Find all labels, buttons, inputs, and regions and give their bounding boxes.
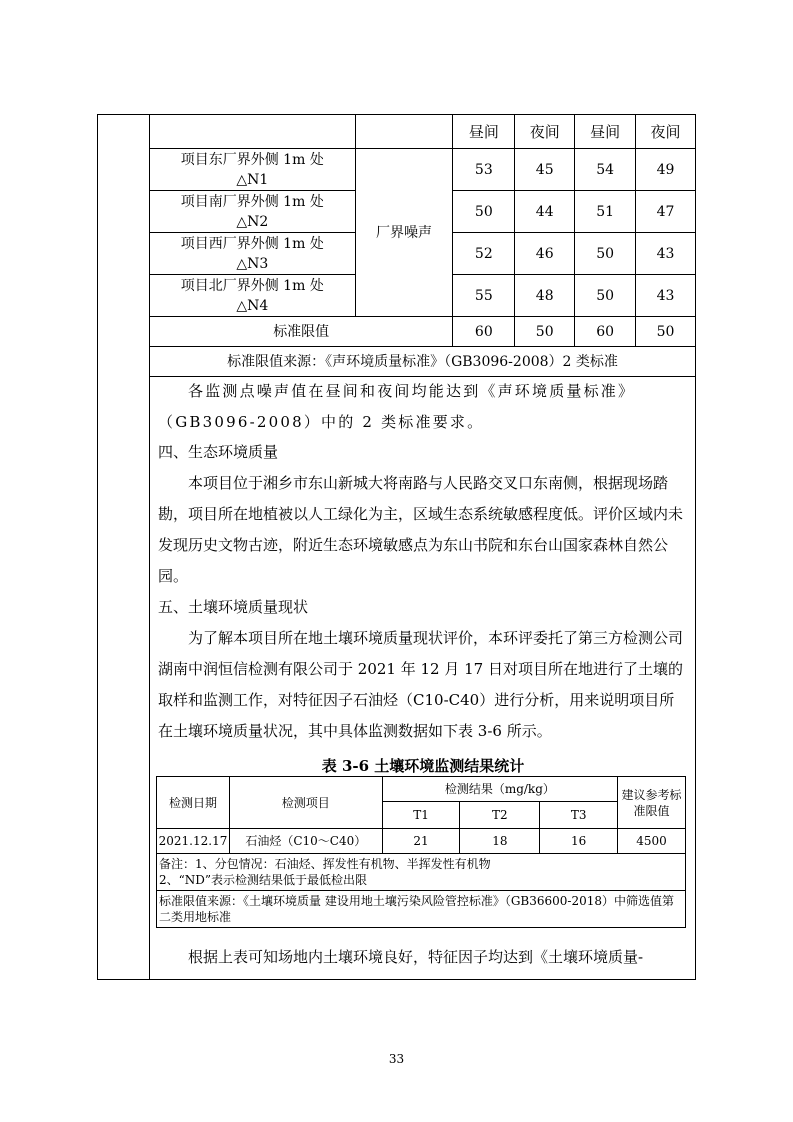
value-cell: 43 (636, 275, 696, 317)
noise-conclusion: 各监测点噪声值在昼间和夜间均能达到《声环境质量标准》（GB3096-2008）中的 2 类标准要求。 (158, 382, 636, 431)
standard-source: 标准限值来源：《土壤环境质量 建设用地土壤污染风险管控标准》（GB36600-2018）中筛选值第二类用地标准 (157, 891, 686, 928)
col-t1: T1 (382, 802, 460, 829)
location-cell (150, 191, 356, 233)
col-date: 检测日期 (157, 777, 230, 829)
location-code: △N3 (236, 255, 269, 272)
table-caption: 表 3-6 土壤环境监测结果统计 (321, 757, 525, 775)
col-t3: T3 (540, 802, 618, 829)
limit-cell: 4500 (618, 829, 686, 854)
location-line: 项目西厂界外侧 1m 处 (180, 235, 324, 252)
value-cell: 47 (636, 191, 696, 233)
header-night-2: 夜间 (636, 115, 696, 149)
note-row (157, 854, 686, 891)
header-day-2: 昼间 (575, 115, 636, 149)
section-paragraph: 本项目位于湘乡市东山新城大将南路与人民路交叉口东南侧，根据现场踏勘，项目所在地植被以人工绿化为主，区域生态系统敏感程度低。评价区域内未发现历史文物古迹，附近生态环境敏感点为东山书院和东台山国家森林自然公园。 (158, 474, 684, 585)
location-cell (150, 275, 356, 317)
table-header-row (150, 115, 696, 149)
table-row (150, 149, 696, 191)
value-cell: 52 (453, 233, 515, 275)
section-paragraph: 为了解本项目所在地土壤环境质量现状评价，本环评委托了第三方检测公司湖南中润恒信检测有限公司于 2021 年 12 月 17 日对项目所在地进行了土壤的取样和监测工作，对特征因子石油烃（C10-C40）进行分析，用来说明项目所在土壤环境质量状况，其中具体监测数据如下表 3-6 所示。 (158, 629, 684, 740)
value-cell: 16 (540, 829, 618, 854)
header-day-1: 昼间 (453, 115, 515, 149)
location-code: △N2 (236, 213, 269, 230)
location-cell (150, 149, 356, 191)
location-line: 项目东厂界外侧 1m 处 (180, 151, 324, 168)
value-cell: 48 (515, 275, 575, 317)
value-cell: 43 (636, 233, 696, 275)
table-header-row (157, 777, 686, 802)
header-night-1: 夜间 (515, 115, 575, 149)
location-code: △N4 (236, 297, 269, 314)
source-row (157, 891, 686, 928)
table-row (157, 829, 686, 854)
location-cell (150, 233, 356, 275)
soil-conclusion: 根据上表可知场地内土壤环境良好，特征因子均达到《土壤环境质量- (188, 948, 644, 966)
value-cell: 54 (575, 149, 636, 191)
noise-category: 厂界噪声 (355, 149, 453, 317)
value-cell: 49 (636, 149, 696, 191)
value-cell: 53 (453, 149, 515, 191)
value-cell: 55 (453, 275, 515, 317)
item-cell: 石油烃（C10～C40） (229, 829, 382, 854)
col-t2: T2 (460, 802, 540, 829)
value-cell: 50 (575, 233, 636, 275)
standard-label: 标准限值 (150, 317, 453, 347)
standard-source: 标准限值来源：《声环境质量标准》（GB3096-2008）2 类标准 (150, 347, 696, 377)
section-heading: 五、土壤环境质量现状 (158, 598, 309, 616)
standard-source-row (150, 347, 696, 377)
col-limit: 建议参考标准限值 (618, 777, 686, 829)
value-cell: 60 (575, 317, 636, 347)
noise-monitoring-table (149, 114, 696, 377)
table-note: 备注：1、分包情况：石油烃、挥发性有机物、半挥发性有机物 2、“ND”表示检测结果低于最低检出限 (157, 854, 686, 891)
standard-limit-row (150, 317, 696, 347)
col-result: 检测结果（mg/kg） (382, 777, 617, 802)
location-code: △N1 (236, 171, 269, 188)
location-line: 项目南厂界外侧 1m 处 (180, 193, 324, 210)
value-cell: 46 (515, 233, 575, 275)
page-number: 33 (388, 1052, 405, 1066)
section-heading: 四、生态环境质量 (158, 443, 279, 461)
soil-monitoring-table (156, 776, 686, 928)
location-line: 项目北厂界外侧 1m 处 (180, 277, 324, 294)
value-cell: 21 (382, 829, 460, 854)
col-item: 检测项目 (229, 777, 382, 829)
value-cell: 50 (636, 317, 696, 347)
value-cell: 44 (515, 191, 575, 233)
date-cell: 2021.12.17 (157, 829, 230, 854)
value-cell: 50 (453, 191, 515, 233)
value-cell: 45 (515, 149, 575, 191)
value-cell: 18 (460, 829, 540, 854)
value-cell: 50 (575, 275, 636, 317)
value-cell: 51 (575, 191, 636, 233)
value-cell: 60 (453, 317, 515, 347)
value-cell: 50 (515, 317, 575, 347)
